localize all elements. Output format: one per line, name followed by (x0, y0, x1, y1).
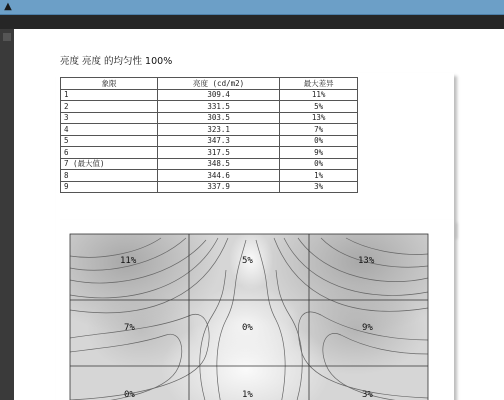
luminance-cell: 331.5 (158, 101, 280, 113)
left-panel (0, 29, 14, 400)
diff-cell: 0% (280, 135, 358, 147)
zone-cell: 5 (61, 135, 158, 147)
diff-cell: 3% (280, 181, 358, 193)
diff-cell: 11% (280, 89, 358, 101)
zone-label-9: 3% (362, 390, 373, 400)
zone-cell: 1 (61, 89, 158, 101)
luminance-cell: 309.4 (158, 89, 280, 101)
table-header-row (61, 78, 358, 90)
zone-cell: 8 (61, 170, 158, 182)
zone-cell: 7 (最大值) (61, 158, 158, 170)
zone-label-2: 5% (242, 256, 253, 266)
vlc-cone-icon[interactable]: ▲ (4, 1, 12, 12)
diff-cell: 9% (280, 147, 358, 159)
table-row (61, 112, 358, 124)
luminance-cell: 317.5 (158, 147, 280, 159)
toolbar-area (0, 15, 504, 29)
zone-label-8: 1% (242, 390, 253, 400)
diff-cell: 1% (280, 170, 358, 182)
diff-cell: 5% (280, 101, 358, 113)
zone-label-5: 0% (242, 323, 253, 333)
panel-handle[interactable] (3, 33, 11, 41)
luminance-cell: 348.5 (158, 158, 280, 170)
zone-cell: 3 (61, 112, 158, 124)
table-row (61, 101, 358, 113)
zone-cell: 4 (61, 124, 158, 136)
luminance-cell: 347.3 (158, 135, 280, 147)
zone-label-1: 11% (120, 256, 137, 266)
luminance-cell: 344.6 (158, 170, 280, 182)
table-row (61, 181, 358, 193)
uniformity-contour-map (56, 220, 454, 400)
zone-label-3: 13% (358, 256, 375, 266)
header-luminance: 亮度 (cd/m2) (158, 78, 280, 90)
uniformity-map-card (56, 220, 454, 400)
document-title: 亮度 亮度 的均匀性 100% (60, 56, 173, 67)
table-row (61, 135, 358, 147)
diff-cell: 7% (280, 124, 358, 136)
zone-label-7: 0% (124, 390, 135, 400)
luminance-cell: 323.1 (158, 124, 280, 136)
zone-label-6: 9% (362, 323, 373, 333)
header-zone: 象限 (61, 78, 158, 90)
table-row (61, 147, 358, 159)
diff-cell: 13% (280, 112, 358, 124)
zone-cell: 2 (61, 101, 158, 113)
window-title-bar (0, 0, 504, 15)
header-max-diff: 最大差异 (280, 78, 358, 90)
zone-cell: 6 (61, 147, 158, 159)
diff-cell: 0% (280, 158, 358, 170)
zone-cell: 9 (61, 181, 158, 193)
document-page (14, 29, 504, 400)
zone-label-4: 7% (124, 323, 135, 333)
table-row (61, 170, 358, 182)
table-row (61, 124, 358, 136)
results-table-card (56, 73, 454, 236)
luminance-table (60, 77, 358, 193)
table-row (61, 89, 358, 101)
luminance-cell: 337.9 (158, 181, 280, 193)
table-row (61, 158, 358, 170)
luminance-cell: 303.5 (158, 112, 280, 124)
